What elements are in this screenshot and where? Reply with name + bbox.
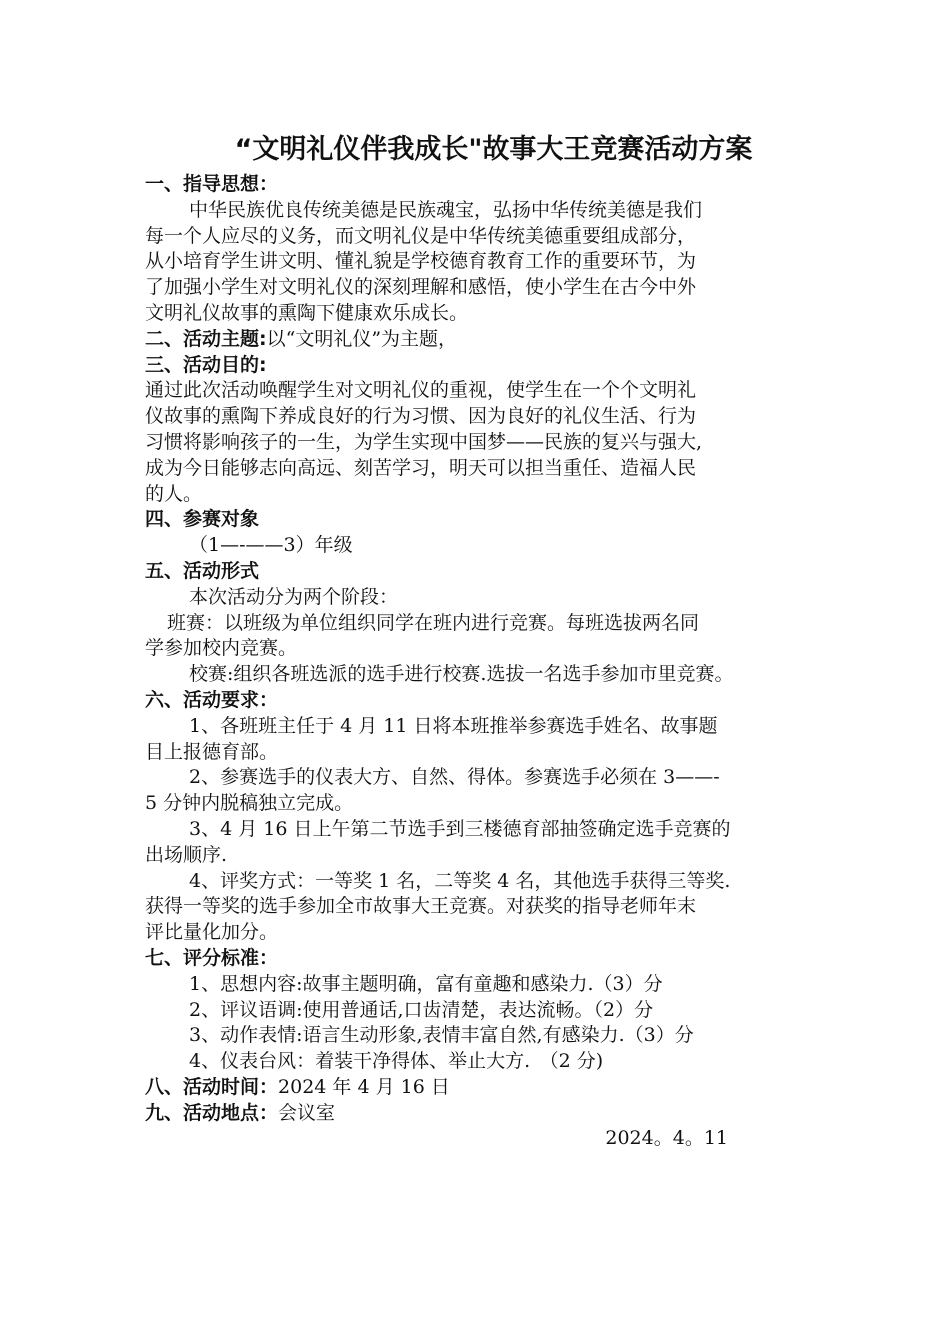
paragraph-line: 校赛:组织各班选派的选手进行校赛.选拔一名选手参加市里竞赛。 — [189, 663, 734, 686]
paragraph-line: 中华民族优良传统美德是民族魂宝，弘扬中华传统美德是我们 — [189, 198, 703, 221]
paragraph-line: 通过此次活动唤醒学生对文明礼仪的重视，使学生在一个个文明礼 — [145, 379, 697, 402]
paragraph-line: 的人。 — [145, 482, 203, 505]
paragraph-line: 5 分钟内脱稿独立完成。 — [145, 792, 354, 815]
activity-location-text: 会议室 — [278, 1101, 336, 1124]
paragraph-line: 文明礼仪故事的熏陶下健康欢乐成长。 — [145, 301, 469, 324]
paragraph-line: 本次活动分为两个阶段： — [189, 585, 399, 608]
paragraph-line: 每一个人应尽的义务，而文明礼仪是中华传统美德重要组成部分， — [145, 224, 697, 247]
heading-activity-location: 九、活动地点： — [145, 1101, 279, 1124]
paragraph-line: 成为今日能够志向高远、刻苦学习，明天可以担当重任、造福人民 — [145, 456, 697, 479]
paragraph-line: 1、各班班主任于 4 月 11 日将本班推举参赛选手姓名、故事题 — [189, 714, 718, 737]
paragraph-line: 2、参赛选手的仪表大方、自然、得体。参赛选手必须在 3——- — [189, 766, 720, 789]
paragraph-line: 班赛：以班级为单位组织同学在班内进行竞赛。每班选拔两名同 — [167, 611, 700, 634]
heading-activity-theme: 二、活动主题: — [145, 327, 267, 350]
paragraph-line: 目上报德育部。 — [145, 740, 279, 763]
heading-guiding-ideology: 一、指导思想： — [145, 173, 279, 195]
paragraph-line: 2、评议语调:使用普通话,口齿清楚，表达流畅。（2）分 — [189, 998, 654, 1021]
paragraph-line: 3、动作表情:语言生动形象,表情丰富自然,有感染力.（3）分 — [189, 1024, 694, 1047]
paragraph-line: 仪故事的熏陶下养成良好的行为习惯、因为良好的礼仪生活、行为 — [145, 405, 697, 428]
paragraph-line: 从小培育学生讲文明、懂礼貌是学校德育教育工作的重要环节，为 — [145, 250, 697, 273]
paragraph-line: 习惯将影响孩子的一生，为学生实现中国梦——民族的复兴与强大, — [145, 430, 703, 453]
heading-activity-format: 五、活动形式 — [145, 559, 260, 582]
location-line — [145, 1101, 820, 1127]
heading-activity-purpose: 三、活动目的: — [145, 353, 267, 376]
paragraph-line: 1、思想内容:故事主题明确，富有童趣和感染力.（3）分 — [189, 972, 663, 995]
document-page — [145, 128, 820, 1152]
document-title: “文明礼仪伴我成长"故事大王竞赛活动方案 — [234, 134, 753, 165]
activity-time-text: 2024 年 4 月 16 日 — [278, 1075, 450, 1098]
heading-activity-time: 八、活动时间： — [145, 1075, 279, 1098]
paragraph-line: 3、4 月 16 日上午第二节选手到三楼德育部抽签确定选手竞赛的 — [189, 817, 731, 840]
heading-activity-requirements: 六、活动要求： — [145, 688, 279, 711]
paragraph-line: 出场顺序. — [145, 843, 228, 866]
heading-scoring-criteria: 七、评分标准： — [145, 946, 279, 969]
paragraph-line: 获得一等奖的选手参加全市故事大王竞赛。对获奖的指导老师年末 — [145, 895, 697, 918]
paragraph-line: 4、仪表台风：着装干净得体、举止大方. （2 分) — [189, 1050, 604, 1073]
document-date: 2024。4。11 — [605, 1127, 728, 1150]
paragraph-line: 了加强小学生对文明礼仪的深刻理解和感悟，使小学生在古今中外 — [145, 276, 697, 299]
paragraph-line: 学参加校内竞赛。 — [145, 637, 298, 660]
time-line — [145, 1075, 820, 1101]
paragraph-line: （1—-——3）年级 — [189, 534, 353, 557]
paragraph-line: 评比量化加分。 — [145, 921, 279, 944]
theme-text: 以“文明礼仪”为主题， — [266, 327, 458, 350]
theme-line — [145, 327, 820, 353]
heading-participants: 四、参赛对象 — [145, 508, 260, 531]
paragraph-line: 4、评奖方式：一等奖 1 名，二等奖 4 名，其他选手获得三等奖. — [189, 869, 731, 892]
